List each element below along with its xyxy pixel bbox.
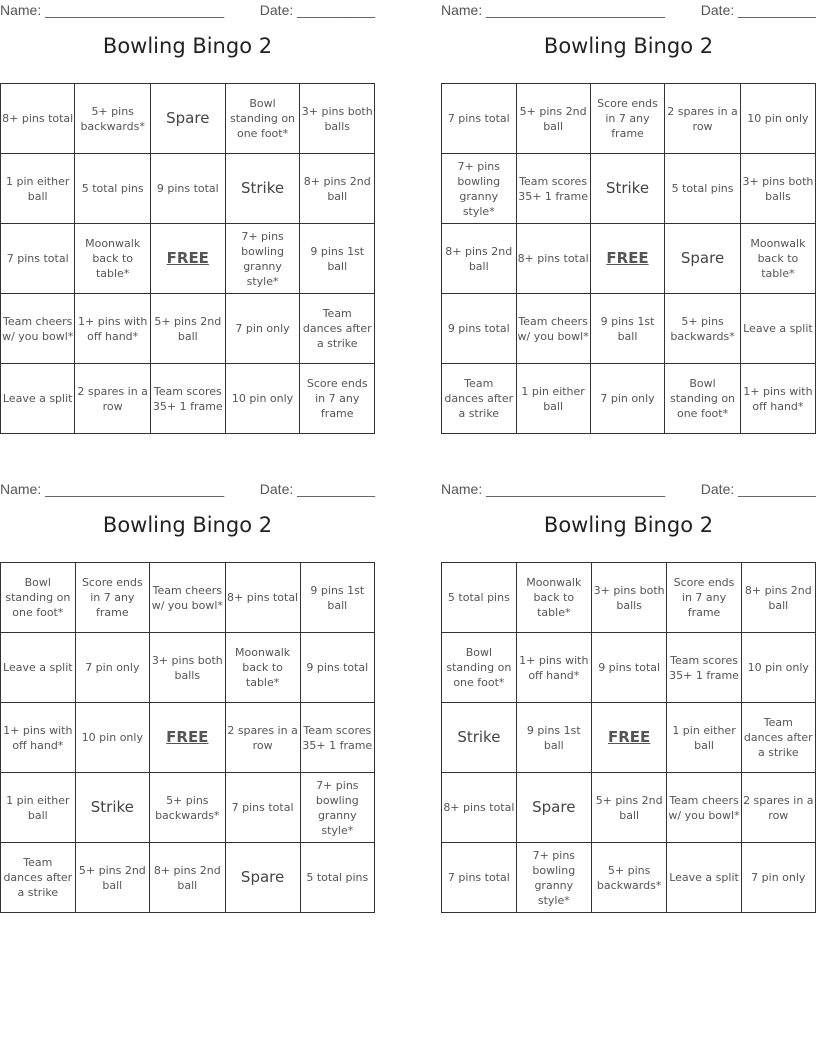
bingo-cell[interactable]: 7+ pins bowling granny style*	[516, 843, 591, 913]
bingo-cell[interactable]: 1 pin either ball	[1, 154, 75, 224]
date-field[interactable]: Date: __________	[259, 481, 375, 497]
card-header	[441, 479, 816, 501]
bingo-cell[interactable]: Strike	[75, 773, 149, 843]
bingo-grid	[0, 562, 375, 913]
bingo-grid	[441, 562, 816, 913]
bingo-cell[interactable]: Moonwalk back to table*	[740, 224, 815, 294]
bingo-cell[interactable]: Bowl standing on one foot*	[442, 633, 517, 703]
free-space-cell[interactable]: FREE	[590, 224, 665, 294]
card-header	[441, 0, 816, 22]
bingo-cell[interactable]: Bowl standing on one foot*	[1, 563, 76, 633]
bingo-cell[interactable]: 8+ pins 2nd ball	[150, 843, 226, 913]
bingo-cell[interactable]: Team scores 35+ 1 frame	[300, 703, 374, 773]
bingo-cell[interactable]: Moonwalk back to table*	[75, 224, 151, 294]
bingo-cell[interactable]: Spare	[150, 84, 225, 154]
card-title: Bowling Bingo 2	[102, 34, 273, 58]
bingo-cell[interactable]: 1+ pins with off hand*	[516, 633, 591, 703]
bingo-cell[interactable]: Spare	[225, 843, 300, 913]
bingo-cell[interactable]: Strike	[590, 154, 665, 224]
bingo-card-4	[441, 479, 816, 907]
bingo-cell[interactable]: 9 pins total	[150, 154, 225, 224]
bingo-cell[interactable]: 7 pin only	[741, 843, 815, 913]
bingo-cell[interactable]: 7 pin only	[75, 633, 149, 703]
bingo-cell[interactable]: 5+ pins backwards*	[665, 294, 741, 364]
bingo-cell[interactable]: 8+ pins 2nd ball	[741, 563, 815, 633]
bingo-cell[interactable]: 8+ pins total	[516, 224, 590, 294]
bingo-cell[interactable]: Score ends in 7 any frame	[300, 364, 375, 434]
bingo-row	[442, 633, 816, 703]
bingo-row	[1, 703, 375, 773]
bingo-row	[442, 84, 816, 154]
bingo-cell[interactable]: Team cheers w/ you bowl*	[150, 563, 226, 633]
card-header	[0, 479, 375, 501]
name-field[interactable]: Name: _______________________	[441, 2, 666, 18]
bingo-row	[1, 84, 375, 154]
bingo-cell[interactable]: 3+ pins both balls	[591, 563, 667, 633]
bingo-cell[interactable]: Spare	[665, 224, 741, 294]
bingo-cell[interactable]: Score ends in 7 any frame	[75, 563, 149, 633]
bingo-row	[1, 154, 375, 224]
bingo-cell[interactable]: 1+ pins with off hand*	[740, 364, 815, 434]
bingo-cell[interactable]: Score ends in 7 any frame	[667, 563, 741, 633]
name-field[interactable]: Name: _______________________	[441, 481, 666, 497]
bingo-cell[interactable]: 2 spares in a row	[665, 84, 741, 154]
bingo-cell[interactable]: 5+ pins 2nd ball	[591, 773, 667, 843]
bingo-cell[interactable]: 8+ pins total	[1, 84, 75, 154]
bingo-cell[interactable]: Team cheers w/ you bowl*	[1, 294, 75, 364]
bingo-cell[interactable]: 7 pins total	[442, 84, 517, 154]
bingo-row	[442, 563, 816, 633]
bingo-cell[interactable]: 8+ pins 2nd ball	[300, 154, 375, 224]
bingo-cell[interactable]: Team scores 35+ 1 frame	[516, 154, 590, 224]
bingo-cell[interactable]: 9 pins 1st ball	[590, 294, 665, 364]
bingo-cell[interactable]: Team scores 35+ 1 frame	[667, 633, 741, 703]
bingo-cell[interactable]: 5 total pins	[75, 154, 151, 224]
bingo-cell[interactable]: 9 pins 1st ball	[300, 224, 375, 294]
bingo-row	[442, 224, 816, 294]
bingo-cell[interactable]: Leave a split	[740, 294, 815, 364]
date-field[interactable]: Date: __________	[259, 2, 375, 18]
bingo-cell[interactable]: Moonwalk back to table*	[516, 563, 591, 633]
date-field[interactable]: Date: __________	[700, 481, 816, 497]
bingo-cell[interactable]: Team dances after a strike	[1, 843, 76, 913]
card-title: Bowling Bingo 2	[543, 34, 714, 58]
bingo-cell[interactable]: 9 pins total	[591, 633, 667, 703]
bingo-cell[interactable]: Team dances after a strike	[442, 364, 517, 434]
bingo-cell[interactable]: 9 pins total	[442, 294, 517, 364]
bingo-cell[interactable]: 5+ pins 2nd ball	[516, 84, 590, 154]
bingo-cell[interactable]: 5+ pins 2nd ball	[150, 294, 225, 364]
bingo-cell[interactable]: 8+ pins total	[225, 563, 300, 633]
bingo-row	[442, 364, 816, 434]
bingo-cell[interactable]: 8+ pins total	[442, 773, 517, 843]
bingo-row	[1, 563, 375, 633]
free-space-cell[interactable]: FREE	[591, 703, 667, 773]
bingo-cell[interactable]: 5+ pins backwards*	[75, 84, 151, 154]
bingo-cell[interactable]: Team dances after a strike	[300, 294, 375, 364]
bingo-cell[interactable]: 5 total pins	[442, 563, 517, 633]
bingo-cell[interactable]: 7 pin only	[225, 294, 300, 364]
bingo-cell[interactable]: 5+ pins backwards*	[150, 773, 226, 843]
bingo-cell[interactable]: 10 pin only	[225, 364, 300, 434]
bingo-card-1	[0, 0, 375, 420]
bingo-cell[interactable]: 8+ pins 2nd ball	[442, 224, 517, 294]
bingo-row	[1, 843, 375, 913]
bingo-cell[interactable]: 1+ pins with off hand*	[75, 294, 151, 364]
date-field[interactable]: Date: __________	[700, 2, 816, 18]
bingo-card-3	[0, 479, 375, 899]
bingo-cell[interactable]: Leave a split	[667, 843, 741, 913]
bingo-grid	[441, 83, 816, 434]
bingo-grid	[0, 83, 375, 434]
bingo-row	[1, 224, 375, 294]
bingo-row	[1, 294, 375, 364]
name-field[interactable]: Name: _______________________	[0, 481, 225, 497]
bingo-cell[interactable]: 3+ pins both balls	[150, 633, 226, 703]
bingo-cell[interactable]: Team cheers w/ you bowl*	[516, 294, 590, 364]
bingo-cell[interactable]: 5 total pins	[300, 843, 374, 913]
bingo-cell[interactable]: 1+ pins with off hand*	[1, 703, 76, 773]
card-header	[0, 0, 375, 22]
bingo-cell[interactable]: 7+ pins bowling granny style*	[300, 773, 374, 843]
bingo-cell[interactable]: 7 pins total	[442, 843, 517, 913]
bingo-cell[interactable]: 1 pin either ball	[667, 703, 741, 773]
free-space-cell[interactable]: FREE	[150, 224, 225, 294]
bingo-cell[interactable]: 10 pin only	[75, 703, 149, 773]
bingo-cell[interactable]: 5+ pins backwards*	[591, 843, 667, 913]
bingo-cell[interactable]: Leave a split	[1, 364, 75, 434]
bingo-row	[442, 294, 816, 364]
bingo-row	[442, 154, 816, 224]
bingo-cell[interactable]: 3+ pins both balls	[300, 84, 375, 154]
bingo-cell[interactable]: 2 spares in a row	[225, 703, 300, 773]
card-title: Bowling Bingo 2	[102, 513, 273, 537]
card-title: Bowling Bingo 2	[543, 513, 714, 537]
bingo-cell[interactable]: Bowl standing on one foot*	[225, 84, 300, 154]
bingo-cell[interactable]: Strike	[442, 703, 517, 773]
bingo-cell[interactable]: 7 pins total	[1, 224, 75, 294]
name-field[interactable]: Name: _______________________	[0, 2, 225, 18]
bingo-cell[interactable]: 1 pin either ball	[1, 773, 76, 843]
bingo-cell[interactable]: 5 total pins	[665, 154, 741, 224]
bingo-cell[interactable]: 10 pin only	[741, 633, 815, 703]
bingo-cell[interactable]: 7 pin only	[590, 364, 665, 434]
bingo-row	[1, 633, 375, 703]
bingo-cell[interactable]: Bowl standing on one foot*	[665, 364, 741, 434]
bingo-row	[442, 773, 816, 843]
free-space-cell[interactable]: FREE	[150, 703, 226, 773]
bingo-cell[interactable]: 2 spares in a row	[741, 773, 815, 843]
bingo-cell[interactable]: Team dances after a strike	[741, 703, 815, 773]
bingo-cell[interactable]: Score ends in 7 any frame	[590, 84, 665, 154]
bingo-cell[interactable]: 9 pins 1st ball	[300, 563, 374, 633]
bingo-cell[interactable]: 7 pins total	[225, 773, 300, 843]
bingo-cell[interactable]: 2 spares in a row	[75, 364, 151, 434]
bingo-cell[interactable]: Leave a split	[1, 633, 76, 703]
bingo-cell[interactable]: 7+ pins bowling granny style*	[442, 154, 517, 224]
bingo-cell[interactable]: Spare	[516, 773, 591, 843]
bingo-cell[interactable]: 3+ pins both balls	[740, 154, 815, 224]
bingo-cell[interactable]: Team cheers w/ you bowl*	[667, 773, 741, 843]
bingo-cell[interactable]: Strike	[225, 154, 300, 224]
bingo-cell[interactable]: Team scores 35+ 1 frame	[150, 364, 225, 434]
bingo-row	[1, 773, 375, 843]
bingo-cell[interactable]: 7+ pins bowling granny style*	[225, 224, 300, 294]
bingo-cell[interactable]: 10 pin only	[740, 84, 815, 154]
bingo-row	[442, 703, 816, 773]
bingo-cell[interactable]: 9 pins total	[300, 633, 374, 703]
bingo-row	[1, 364, 375, 434]
bingo-cell[interactable]: 1 pin either ball	[516, 364, 590, 434]
bingo-cell[interactable]: Moonwalk back to table*	[225, 633, 300, 703]
bingo-row	[442, 843, 816, 913]
bingo-cell[interactable]: 9 pins 1st ball	[516, 703, 591, 773]
bingo-cell[interactable]: 5+ pins 2nd ball	[75, 843, 149, 913]
bingo-card-2	[441, 0, 816, 420]
